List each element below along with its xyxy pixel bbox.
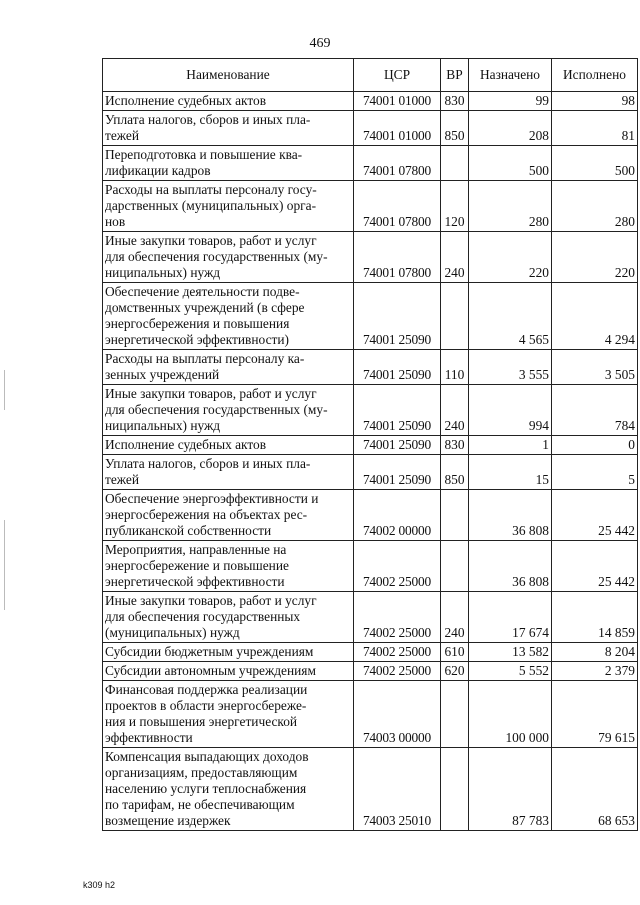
cell-vr: 240 xyxy=(441,232,469,283)
footer-code: k309 h2 xyxy=(83,880,116,890)
page-number: 469 xyxy=(309,36,331,51)
cell-assigned: 15 xyxy=(469,455,552,490)
cell-vr xyxy=(441,681,469,748)
table-row xyxy=(103,748,638,831)
cell-vr: 110 xyxy=(441,350,469,385)
table-row xyxy=(103,455,638,490)
table-row xyxy=(103,283,638,350)
cell-csr: 74001 01000 xyxy=(354,92,441,111)
margin-mark xyxy=(4,520,5,610)
cell-executed: 25 442 xyxy=(552,490,638,541)
table-row xyxy=(103,490,638,541)
cell-vr: 240 xyxy=(441,385,469,436)
table-header-row xyxy=(103,59,638,92)
cell-assigned: 994 xyxy=(469,385,552,436)
cell-csr: 74002 25000 xyxy=(354,592,441,643)
header-vr: ВР xyxy=(441,59,469,92)
cell-executed: 500 xyxy=(552,146,638,181)
cell-name: Мероприятия, направленные на энергосбережение и повышение энергетической эффективности xyxy=(103,541,354,592)
cell-name: Переподготовка и повышение ква- лификации кадров xyxy=(103,146,354,181)
cell-assigned: 13 582 xyxy=(469,643,552,662)
table-row xyxy=(103,146,638,181)
cell-executed: 784 xyxy=(552,385,638,436)
cell-vr: 850 xyxy=(441,455,469,490)
header-executed: Исполнено xyxy=(552,59,638,92)
cell-csr: 74002 00000 xyxy=(354,490,441,541)
cell-csr: 74001 25090 xyxy=(354,350,441,385)
cell-vr xyxy=(441,146,469,181)
cell-executed: 98 xyxy=(552,92,638,111)
table-row xyxy=(103,385,638,436)
cell-vr xyxy=(441,541,469,592)
table-body xyxy=(103,92,638,831)
cell-assigned: 36 808 xyxy=(469,541,552,592)
header-csr: ЦСР xyxy=(354,59,441,92)
cell-assigned: 280 xyxy=(469,181,552,232)
cell-csr: 74003 25010 xyxy=(354,748,441,831)
cell-name: Иные закупки товаров, работ и услуг для обеспечения государственных (му- ниципальных) нужд xyxy=(103,385,354,436)
cell-vr xyxy=(441,490,469,541)
cell-assigned: 5 552 xyxy=(469,662,552,681)
cell-vr xyxy=(441,283,469,350)
cell-assigned: 1 xyxy=(469,436,552,455)
cell-name: Иные закупки товаров, работ и услуг для обеспечения государственных (муниципальных) нужд xyxy=(103,592,354,643)
cell-csr: 74001 07800 xyxy=(354,181,441,232)
table-row xyxy=(103,232,638,283)
cell-name: Исполнение судебных актов xyxy=(103,92,354,111)
table-row xyxy=(103,681,638,748)
cell-executed: 2 379 xyxy=(552,662,638,681)
cell-executed: 25 442 xyxy=(552,541,638,592)
cell-csr: 74001 01000 xyxy=(354,111,441,146)
cell-executed: 220 xyxy=(552,232,638,283)
cell-assigned: 208 xyxy=(469,111,552,146)
cell-executed: 280 xyxy=(552,181,638,232)
cell-executed: 14 859 xyxy=(552,592,638,643)
cell-name: Иные закупки товаров, работ и услуг для обеспечения государственных (му- ниципальных) нужд xyxy=(103,232,354,283)
cell-csr: 74002 25000 xyxy=(354,662,441,681)
cell-csr: 74001 25090 xyxy=(354,436,441,455)
cell-csr: 74001 25090 xyxy=(354,455,441,490)
cell-executed: 0 xyxy=(552,436,638,455)
cell-name: Финансовая поддержка реализации проектов в области энергосбереже- ния и повышения энергетической эффективности xyxy=(103,681,354,748)
cell-assigned: 36 808 xyxy=(469,490,552,541)
cell-csr: 74002 25000 xyxy=(354,541,441,592)
cell-csr: 74002 25000 xyxy=(354,643,441,662)
table-row xyxy=(103,350,638,385)
cell-csr: 74001 07800 xyxy=(354,146,441,181)
cell-vr: 830 xyxy=(441,436,469,455)
cell-name: Уплата налогов, сборов и иных пла- тежей xyxy=(103,111,354,146)
cell-vr: 830 xyxy=(441,92,469,111)
cell-executed: 68 653 xyxy=(552,748,638,831)
margin-mark xyxy=(4,370,5,410)
cell-name: Исполнение судебных актов xyxy=(103,436,354,455)
cell-vr: 610 xyxy=(441,643,469,662)
cell-vr xyxy=(441,748,469,831)
table-row xyxy=(103,111,638,146)
budget-table xyxy=(102,58,638,831)
cell-assigned: 99 xyxy=(469,92,552,111)
header-name: Наименование xyxy=(103,59,354,92)
cell-executed: 4 294 xyxy=(552,283,638,350)
cell-name: Расходы на выплаты персоналу госу- дарственных (муниципальных) орга- нов xyxy=(103,181,354,232)
table-row xyxy=(103,436,638,455)
table-row xyxy=(103,181,638,232)
cell-vr: 240 xyxy=(441,592,469,643)
cell-name: Уплата налогов, сборов и иных пла- тежей xyxy=(103,455,354,490)
cell-name: Компенсация выпадающих доходов организациям, предоставляющим населению услуги теплоснабжения по тарифам, не обеспечивающим возмещение издержек xyxy=(103,748,354,831)
cell-assigned: 17 674 xyxy=(469,592,552,643)
table-row xyxy=(103,592,638,643)
cell-name: Обеспечение деятельности подве- домственных учреждений (в сфере энергосбережения и повышения энергетической эффективности) xyxy=(103,283,354,350)
table-row xyxy=(103,643,638,662)
cell-assigned: 220 xyxy=(469,232,552,283)
table-row xyxy=(103,662,638,681)
table-row xyxy=(103,92,638,111)
cell-assigned: 87 783 xyxy=(469,748,552,831)
table-row xyxy=(103,541,638,592)
cell-csr: 74001 25090 xyxy=(354,283,441,350)
cell-executed: 8 204 xyxy=(552,643,638,662)
cell-assigned: 4 565 xyxy=(469,283,552,350)
cell-vr: 120 xyxy=(441,181,469,232)
cell-csr: 74001 25090 xyxy=(354,385,441,436)
header-assigned: Назначено xyxy=(469,59,552,92)
cell-csr: 74001 07800 xyxy=(354,232,441,283)
cell-vr: 850 xyxy=(441,111,469,146)
cell-assigned: 3 555 xyxy=(469,350,552,385)
cell-executed: 79 615 xyxy=(552,681,638,748)
cell-vr: 620 xyxy=(441,662,469,681)
cell-name: Обеспечение энергоэффективности и энергосбережения на объектах рес- публиканской собственности xyxy=(103,490,354,541)
cell-assigned: 100 000 xyxy=(469,681,552,748)
cell-executed: 81 xyxy=(552,111,638,146)
cell-executed: 5 xyxy=(552,455,638,490)
cell-name: Субсидии автономным учреждениям xyxy=(103,662,354,681)
cell-executed: 3 505 xyxy=(552,350,638,385)
cell-name: Расходы на выплаты персоналу ка- зенных учреждений xyxy=(103,350,354,385)
cell-csr: 74003 00000 xyxy=(354,681,441,748)
cell-name: Субсидии бюджетным учреждениям xyxy=(103,643,354,662)
cell-assigned: 500 xyxy=(469,146,552,181)
